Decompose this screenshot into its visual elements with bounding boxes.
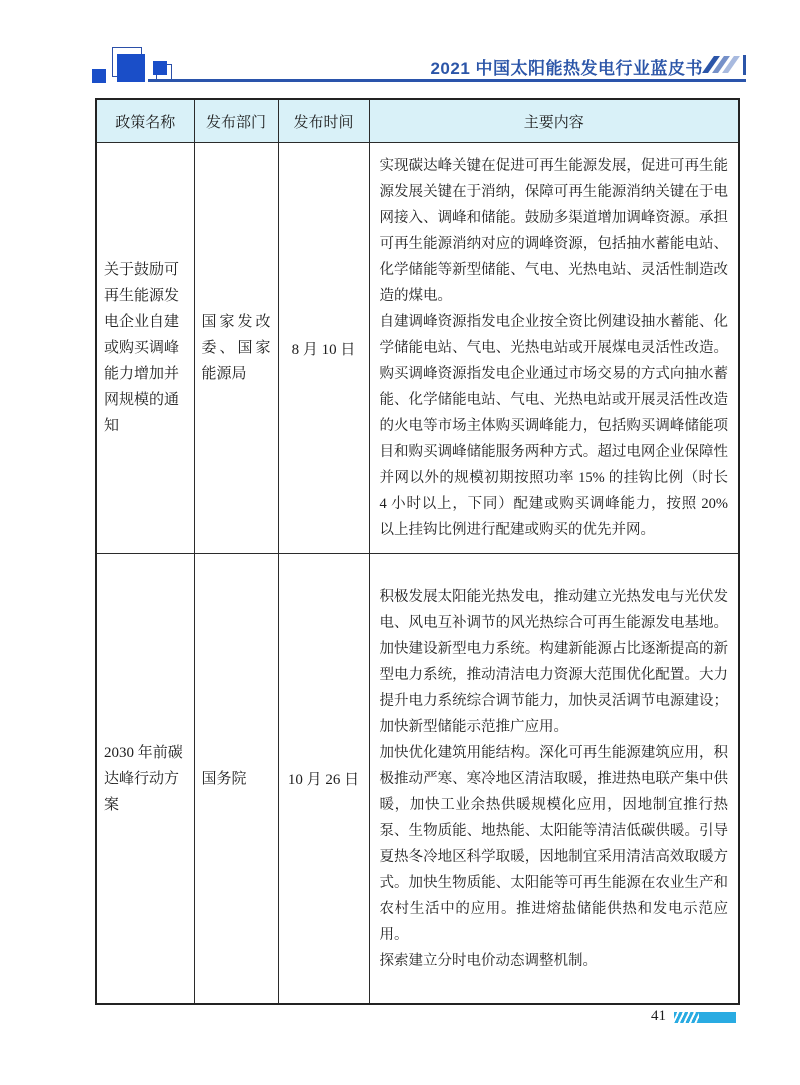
- column-header-department: 发布部门: [194, 99, 278, 143]
- column-header-main-content: 主要内容: [369, 99, 739, 143]
- footer-accent-bar: [674, 1012, 736, 1023]
- column-header-policy-name: 政策名称: [96, 99, 194, 143]
- content-cell: [369, 554, 739, 1005]
- content-paragraph: 自建调峰资源指发电企业按全资比例建设抽水蓄能、化学储能电站、气电、光热电站或开展煤电灵活性改造。购买调峰资源指发电企业通过市场交易的方式向抽水蓄能、化学储能电站、气电、光热电站或开展灵活性改造的火电等市场主体购买调峰能力，包括购买调峰储能项目和购买调峰储能服务两种方式。超过电网企业保障性并网以外的规模初期按照功率 15% 的挂钩比例（时长 4 小时以上，下同）配建或购买调峰能力，按照 20% 以上挂钩比例进行配建或购买的优先并网。: [379, 314, 728, 538]
- header-slashes-icon: [706, 55, 746, 75]
- slash-bar-icon: [743, 55, 746, 75]
- table-row: [96, 143, 739, 554]
- page-number: 41: [651, 1008, 666, 1024]
- content-paragraph: 积极发展太阳能光热发电，推动建立光热发电与光伏发电、风电互补调节的风光热综合可再生能源发电基地。加快建设新型电力系统。构建新能源占比逐渐提高的新型电力系统，推动清洁电力资源大范围优化配置。大力提升电力系统综合调节能力，加快灵活调节电源建设；加快新型储能示范推广应用。: [379, 588, 728, 735]
- header-rule: [148, 79, 746, 82]
- department-cell: 国家发改委、国家能源局: [194, 143, 278, 554]
- content-paragraph: 加快优化建筑用能结构。深化可再生能源建筑应用，积极推动严寒、寒冷地区清洁取暖，推进热电联产集中供暖，加快工业余热供暖规模化应用，因地制宜推行热泵、生物质能、地热能、太阳能等清洁低碳供暖。引导夏热冬冷地区科学取暖，因地制宜采用清洁高效取暖方式。加快生物质能、太阳能等可再生能源在农业生产和农村生活中的应用。推进熔盐储能供热和发电示范应用。: [379, 744, 728, 943]
- content-paragraph: 实现碳达峰关键在促进可再生能源发展，促进可再生能源发展关键在于消纳，保障可再生能源消纳关键在于电网接入、调峰和储能。鼓励多渠道增加调峰资源。承担可再生能源消纳对应的调峰资源，包括抽水蓄能电站、化学储能等新型储能、气电、光热电站、灵活性制造改造的煤电。: [379, 158, 728, 304]
- policy-name-cell: 关于鼓励可再生能源发电企业自建或购买调峰能力增加并网规模的通知: [96, 143, 194, 554]
- page-header-title: 2021 中国太阳能热发电行业蓝皮书: [430, 59, 703, 78]
- date-cell: 8 月 10 日: [278, 143, 369, 554]
- logo-medium-square: [153, 61, 167, 75]
- content-cell: [369, 143, 739, 554]
- logo-large-square: [117, 54, 145, 82]
- table-row: [96, 554, 739, 1005]
- table-header-row: [96, 99, 739, 143]
- policy-name-cell: 2030 年前碳达峰行动方案: [96, 554, 194, 1005]
- logo-small-square: [92, 69, 106, 83]
- department-cell: 国务院: [194, 554, 278, 1005]
- policy-table: [95, 98, 740, 1005]
- date-cell: 10 月 26 日: [278, 554, 369, 1005]
- content-paragraph: 探索建立分时电价动态调整机制。: [379, 952, 597, 969]
- column-header-date: 发布时间: [278, 99, 369, 143]
